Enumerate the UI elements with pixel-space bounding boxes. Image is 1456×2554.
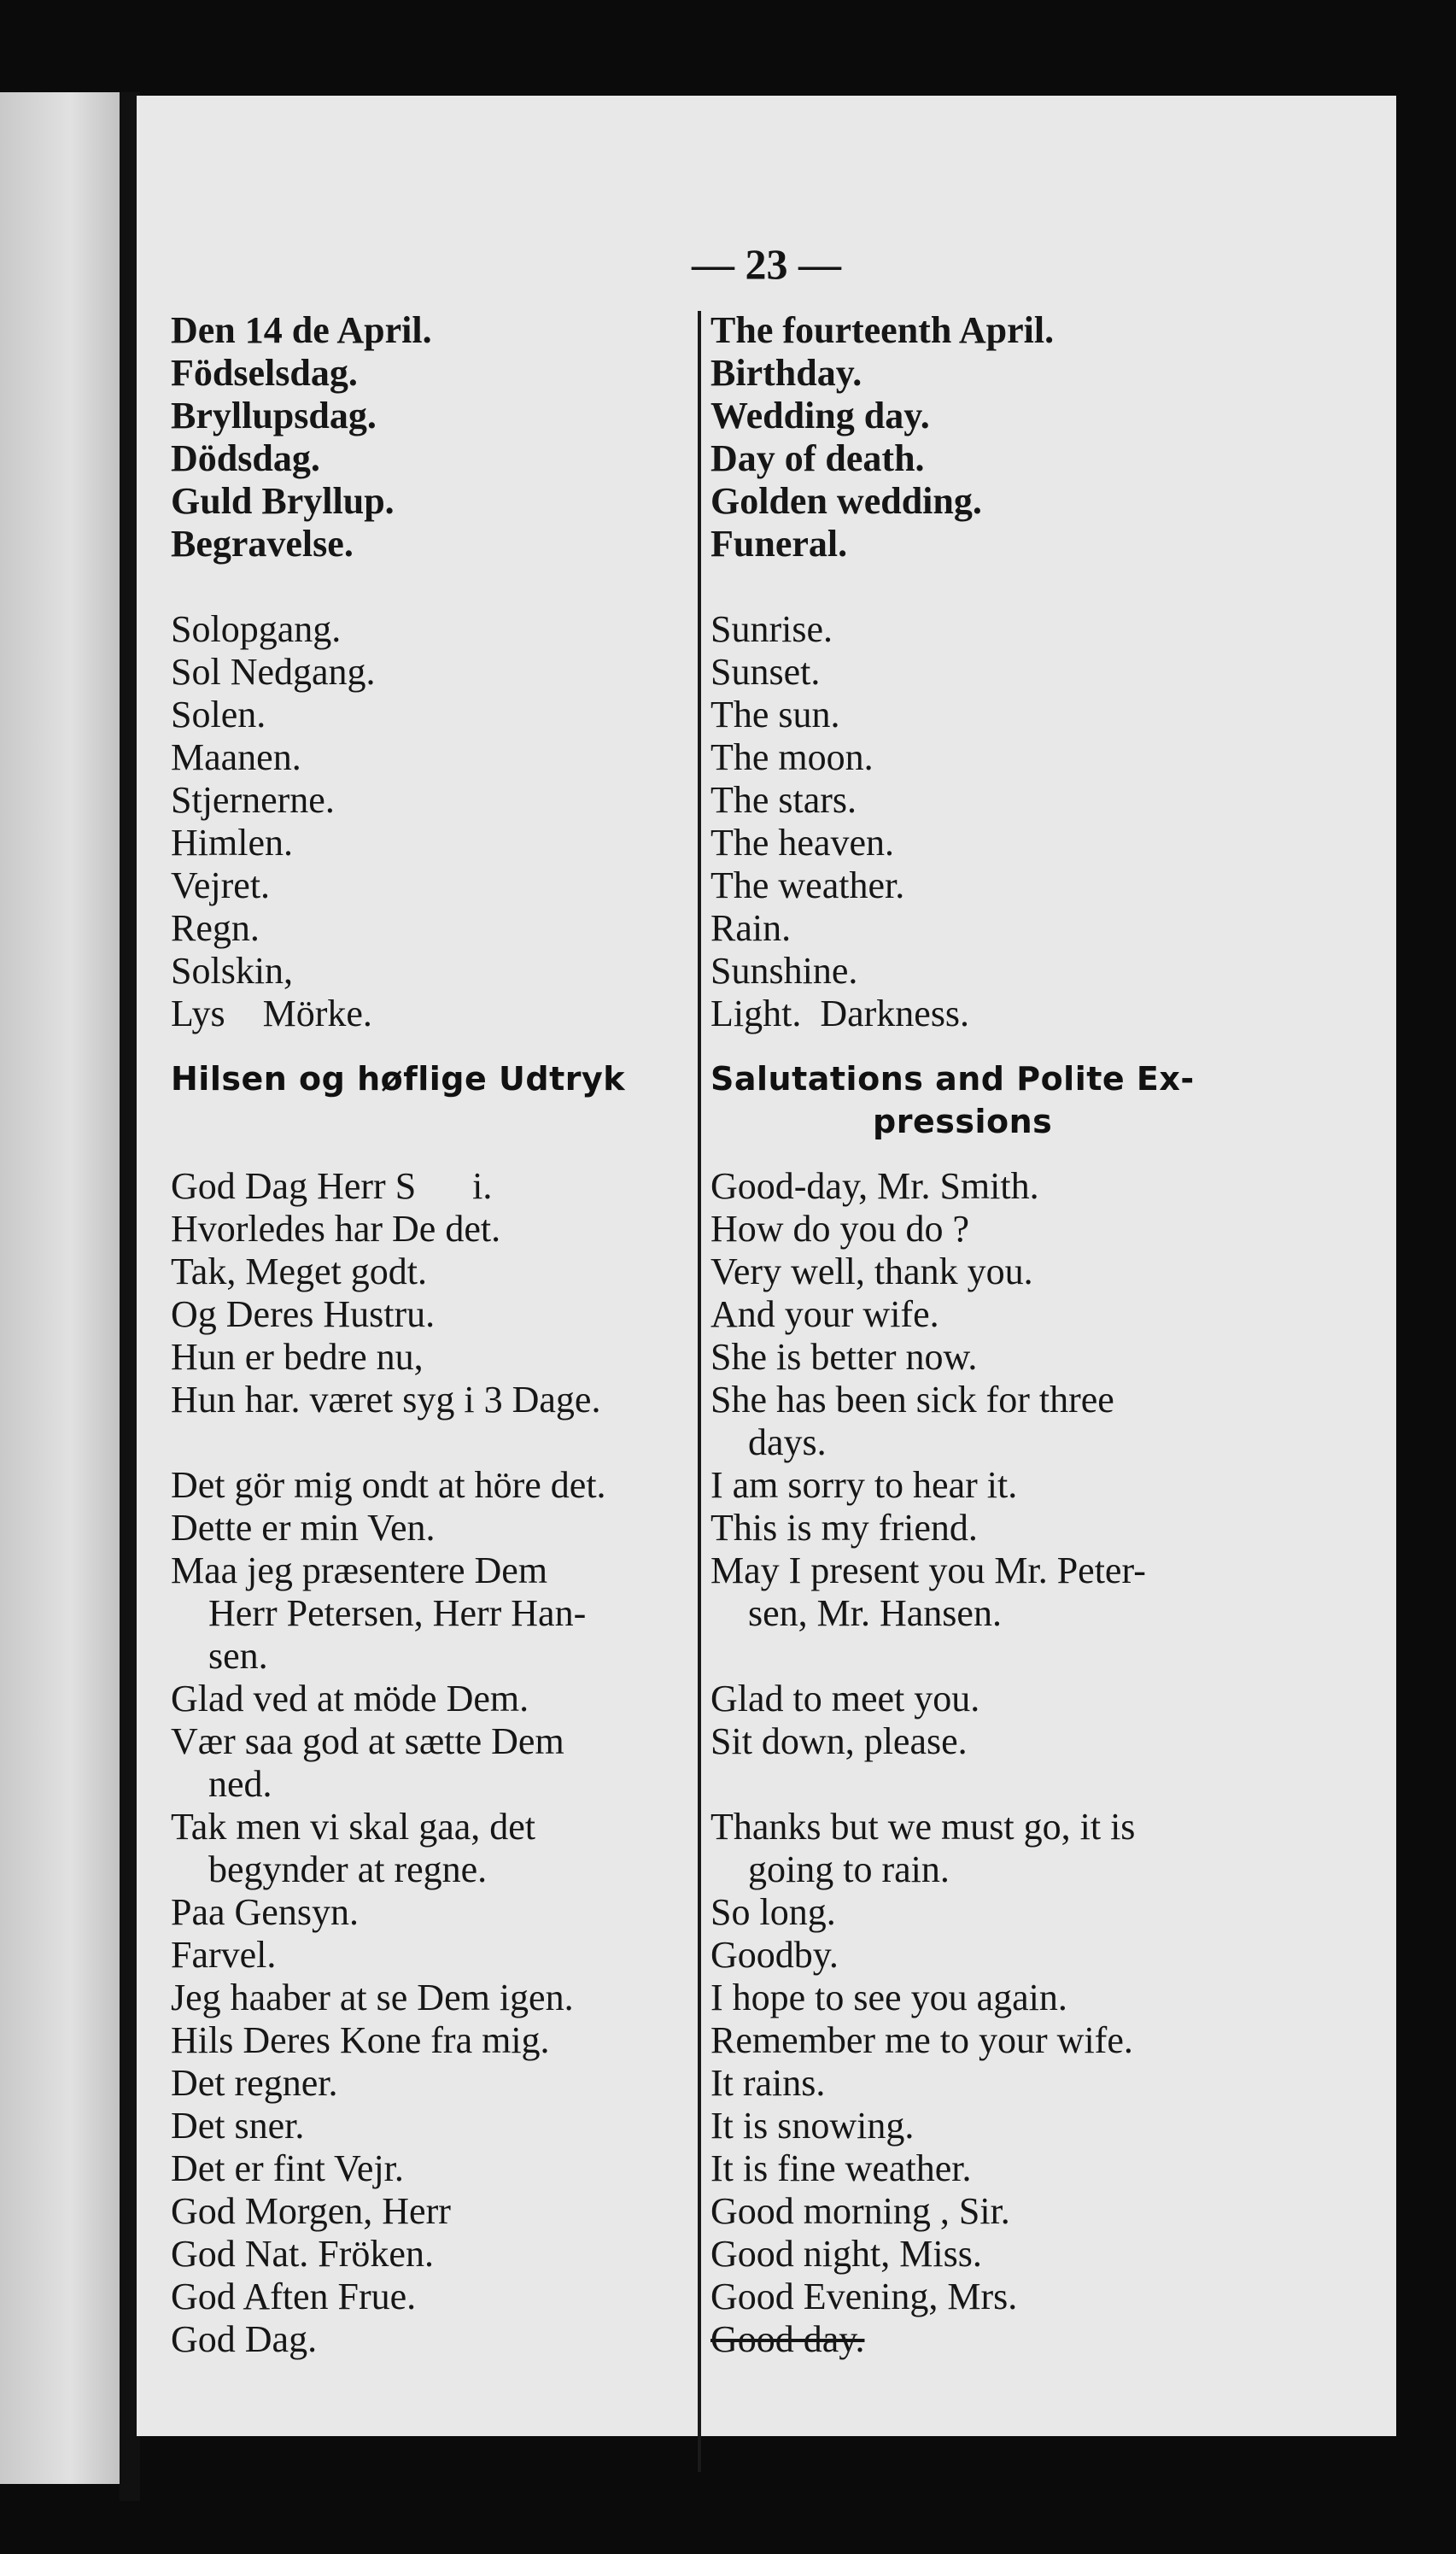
- danish-line: Tak men vi skal gaa, det: [171, 1806, 536, 1848]
- english-line: Thanks but we must go, it is: [710, 1806, 1136, 1848]
- english-line: Sunrise.: [710, 608, 833, 650]
- danish-line: Dette er min Ven.: [171, 1507, 436, 1549]
- danish-line: God Dag Herr S i.: [171, 1165, 493, 1207]
- danish-line: Solen.: [171, 694, 266, 735]
- danish-line: Hvorledes har De det.: [171, 1208, 501, 1250]
- english-line: Funeral.: [710, 523, 848, 565]
- danish-line: Födselsdag.: [171, 352, 358, 394]
- english-line: Glad to meet you.: [710, 1678, 980, 1719]
- english-line: The weather.: [710, 864, 905, 906]
- english-line: She is better now.: [710, 1336, 978, 1378]
- english-column: [710, 309, 1372, 2361]
- english-line: The stars.: [710, 779, 857, 821]
- danish-line: Regn.: [171, 907, 260, 949]
- page-number: — 23 —: [692, 240, 841, 288]
- english-line: She has been sick for three: [710, 1379, 1114, 1421]
- english-line: Rain.: [710, 907, 792, 949]
- danish-line: sen.: [208, 1635, 268, 1677]
- facing-page-edge: [0, 92, 128, 2484]
- english-line: The fourteenth April.: [710, 309, 1055, 351]
- danish-line: Det er fint Vejr.: [171, 2147, 404, 2189]
- danish-line: Solopgang.: [171, 608, 342, 650]
- danish-line: Guld Bryllup.: [171, 480, 395, 522]
- danish-line: Tak, Meget godt.: [171, 1251, 427, 1292]
- danish-line: Paa Gensyn.: [171, 1891, 359, 1933]
- english-line: The sun.: [710, 694, 840, 735]
- danish-line: Maanen.: [171, 736, 301, 778]
- english-line: Good-day, Mr. Smith.: [710, 1165, 1039, 1207]
- danish-line: Hun har. været syg i 3 Dage.: [171, 1379, 601, 1421]
- english-line: sen, Mr. Hansen.: [748, 1592, 1002, 1634]
- english-line: Sunset.: [710, 651, 821, 693]
- book-page: [137, 96, 1396, 2436]
- section-heading-danish: Hilsen og høflige Udtryk: [171, 1060, 626, 1098]
- danish-line: God Dag.: [171, 2318, 318, 2360]
- english-line: Goodby.: [710, 1934, 839, 1976]
- section-heading-english: Salutations and Polite Ex-: [710, 1060, 1195, 1098]
- danish-column: [171, 309, 683, 2361]
- english-line: Good night, Miss.: [710, 2233, 982, 2275]
- english-line: This is my friend.: [710, 1507, 978, 1549]
- danish-line: Begravelse.: [171, 523, 354, 565]
- english-line: Good morning , Sir.: [710, 2190, 1010, 2232]
- danish-line: Det regner.: [171, 2062, 338, 2104]
- danish-line: God Nat. Fröken.: [171, 2233, 434, 2275]
- danish-line: Glad ved at möde Dem.: [171, 1678, 529, 1719]
- danish-line: Farvel.: [171, 1934, 277, 1976]
- danish-line: God Aften Frue.: [171, 2276, 417, 2317]
- danish-line: Herr Petersen, Herr Han-: [208, 1592, 587, 1634]
- danish-line: Sol Nedgang.: [171, 651, 376, 693]
- english-line: Light. Darkness.: [710, 993, 970, 1034]
- english-line: How do you do ?: [710, 1208, 970, 1250]
- english-line: Birthday.: [710, 352, 862, 394]
- english-line: Day of death.: [710, 437, 925, 479]
- english-line: May I present you Mr. Peter-: [710, 1549, 1146, 1591]
- english-line-struck: Good day.: [710, 2318, 865, 2360]
- english-line: It is fine weather.: [710, 2147, 972, 2189]
- english-line: I am sorry to hear it.: [710, 1464, 1018, 1506]
- danish-line: Det sner.: [171, 2105, 305, 2147]
- danish-line: Det gör mig ondt at höre det.: [171, 1464, 606, 1506]
- danish-line: Den 14 de April.: [171, 309, 432, 351]
- english-line: So long.: [710, 1891, 836, 1933]
- danish-line: Og Deres Hustru.: [171, 1293, 436, 1335]
- english-line: Remember me to your wife.: [710, 2019, 1133, 2061]
- danish-line: Maa jeg præsentere Dem: [171, 1549, 548, 1591]
- danish-line: Stjernerne.: [171, 779, 335, 821]
- danish-line: ned.: [208, 1763, 272, 1805]
- english-line: Sit down, please.: [710, 1720, 968, 1762]
- english-line: Golden wedding.: [710, 480, 982, 522]
- danish-line: Bryllupsdag.: [171, 395, 377, 436]
- section-heading-english-cont: pressions: [873, 1103, 1053, 1140]
- danish-line: Vejret.: [171, 864, 271, 906]
- english-line: It rains.: [710, 2062, 826, 2104]
- english-line: The heaven.: [710, 822, 894, 864]
- danish-line: Hun er bedre nu,: [171, 1336, 424, 1378]
- danish-line: Dödsdag.: [171, 437, 320, 479]
- danish-line: Vær saa god at sætte Dem: [171, 1720, 564, 1762]
- english-line: going to rain.: [748, 1848, 950, 1890]
- danish-line: God Morgen, Herr: [171, 2190, 451, 2232]
- english-line: Sunshine.: [710, 950, 858, 992]
- english-line: Good Evening, Mrs.: [710, 2276, 1018, 2317]
- english-line: Very well, thank you.: [710, 1251, 1033, 1292]
- danish-line: begynder at regne.: [208, 1848, 488, 1890]
- english-line: It is snowing.: [710, 2105, 915, 2147]
- danish-line: Hils Deres Kone fra mig.: [171, 2019, 550, 2061]
- danish-line: Jeg haaber at se Dem igen.: [171, 1977, 574, 2018]
- english-line: The moon.: [710, 736, 874, 778]
- english-line: And your wife.: [710, 1293, 939, 1335]
- danish-line: Solskin,: [171, 950, 294, 992]
- english-line: Wedding day.: [710, 395, 930, 436]
- english-line: days.: [748, 1421, 827, 1463]
- column-divider: [698, 311, 701, 2472]
- english-line: I hope to see you again.: [710, 1977, 1067, 2018]
- danish-line: Lys Mörke.: [171, 993, 372, 1034]
- danish-line: Himlen.: [171, 822, 293, 864]
